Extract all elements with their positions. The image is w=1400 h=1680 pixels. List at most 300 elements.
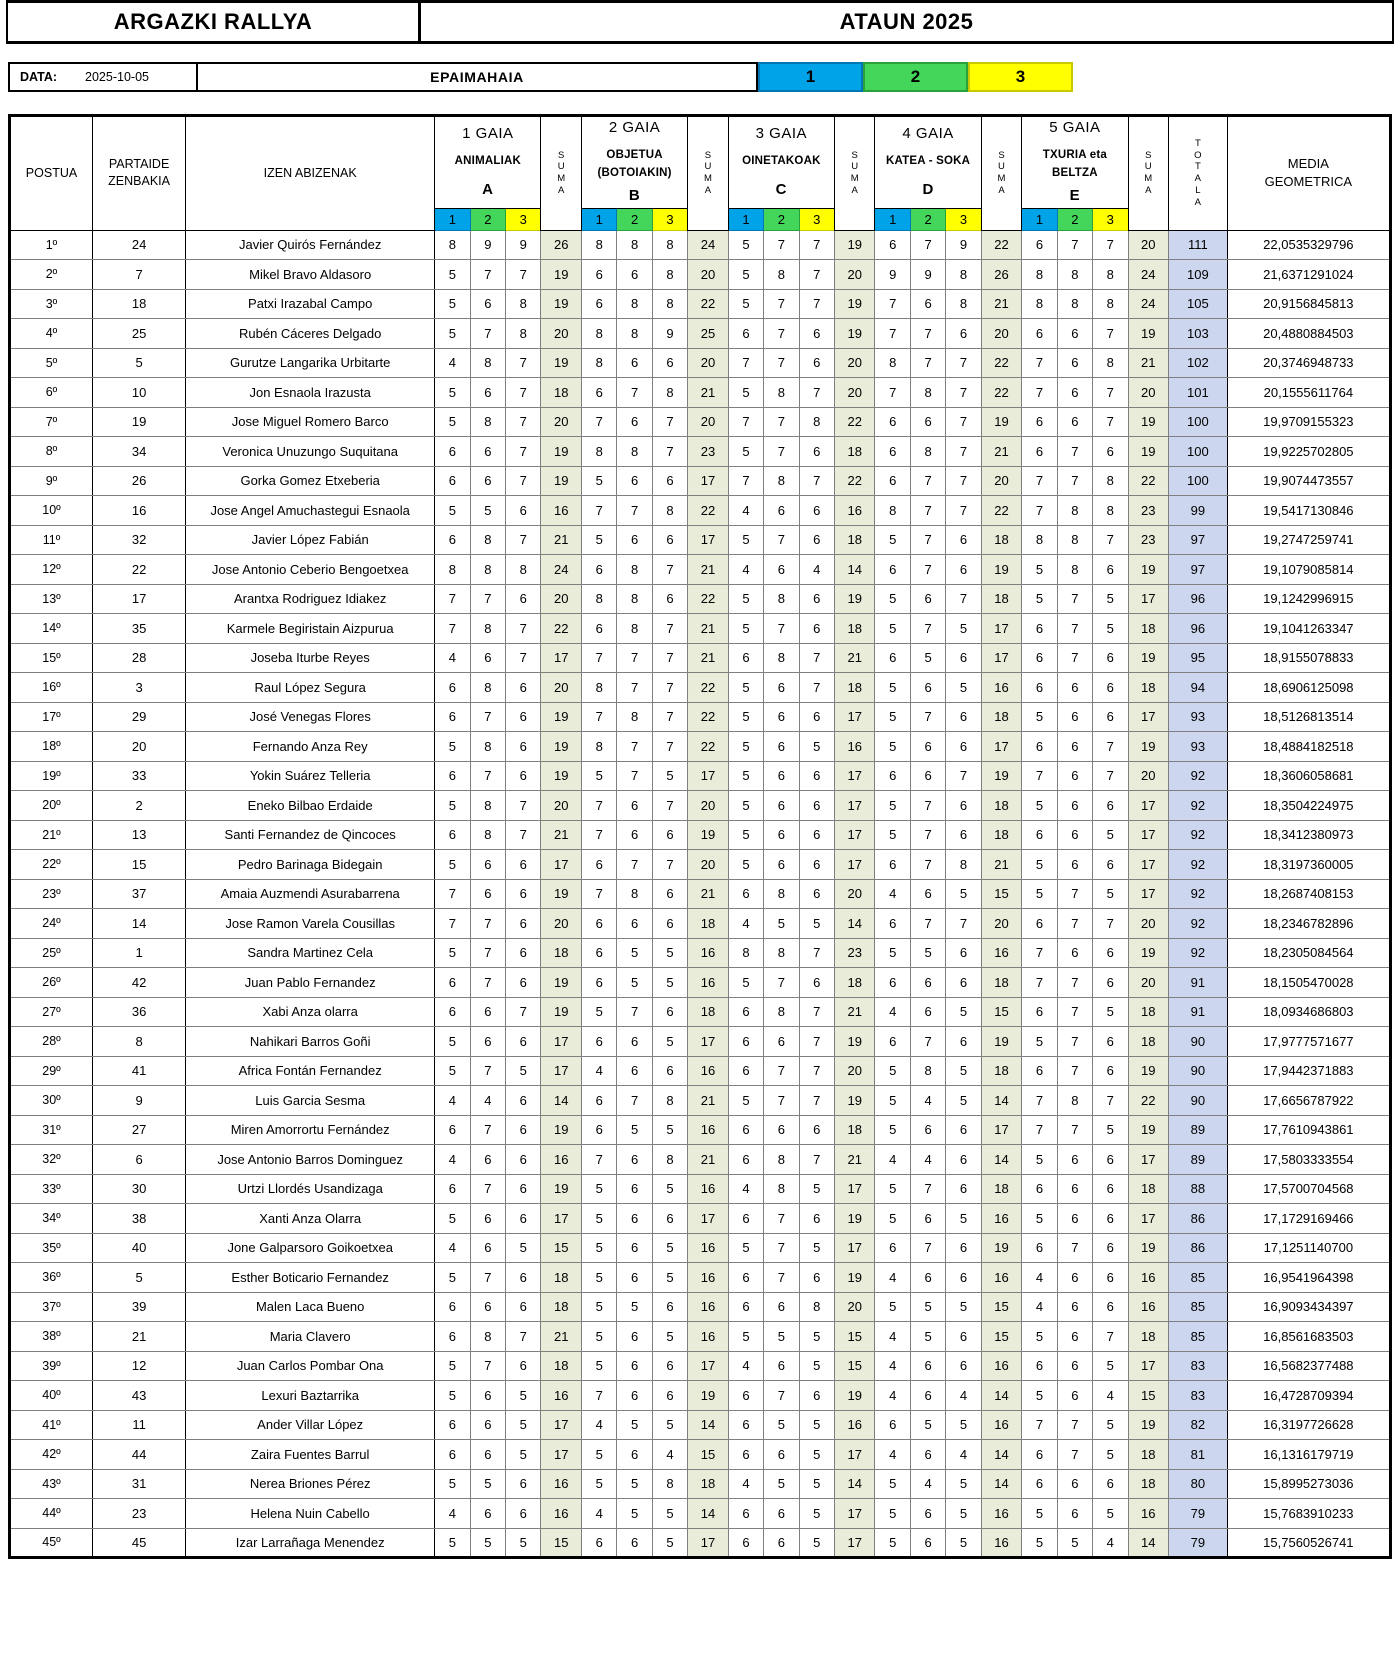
media-geometrica: 17,6656787922 [1227,1086,1390,1116]
suma-d: 22 [981,378,1021,408]
score-c-judge2: 8 [764,938,799,968]
score-e-judge3: 6 [1093,850,1128,880]
score-a-judge2: 7 [470,260,505,290]
score-b-judge2: 6 [617,1056,652,1086]
score-b-judge1: 5 [581,1469,616,1499]
suma-b: 21 [688,378,728,408]
table-row [10,289,1391,319]
score-e-judge3: 7 [1093,378,1128,408]
score-b-judge1: 5 [581,1174,616,1204]
score-b-judge1: 8 [581,319,616,349]
suma-e: 19 [1128,319,1168,349]
rank-position: 1º [10,230,93,260]
score-c-judge1: 5 [728,614,763,644]
suma-c: 15 [834,1351,874,1381]
score-b-judge2: 6 [617,1528,652,1558]
judge-col-c3: 3 [799,208,834,230]
score-b-judge2: 7 [617,643,652,673]
participant-number: 11 [93,1410,186,1440]
score-e-judge3: 6 [1093,1174,1128,1204]
suma-b: 15 [688,1440,728,1470]
suma-c: 16 [834,496,874,526]
score-c-judge1: 6 [728,1440,763,1470]
score-d-judge3: 7 [946,348,981,378]
score-c-judge2: 6 [764,555,799,585]
rank-position: 26º [10,968,93,998]
score-e-judge2: 7 [1057,909,1092,939]
score-d-judge1: 7 [875,319,910,349]
score-d-judge2: 6 [910,584,945,614]
score-a-judge3: 8 [506,289,541,319]
rank-position: 24º [10,909,93,939]
score-a-judge1: 6 [435,1322,470,1352]
score-c-judge3: 5 [799,1322,834,1352]
score-b-judge1: 8 [581,348,616,378]
suma-d: 18 [981,968,1021,998]
theme-3-number: 3 GAIA [755,125,808,143]
participant-number: 21 [93,1322,186,1352]
score-c-judge1: 6 [728,1292,763,1322]
table-row [10,1322,1391,1352]
score-a-judge1: 7 [435,614,470,644]
score-e-judge3: 6 [1093,791,1128,821]
score-b-judge3: 5 [652,761,687,791]
score-b-judge1: 7 [581,407,616,437]
score-d-judge3: 5 [946,1469,981,1499]
score-e-judge2: 7 [1057,643,1092,673]
suma-e: 19 [1128,732,1168,762]
total-score: 90 [1168,1056,1227,1086]
score-e-judge1: 8 [1022,525,1057,555]
score-b-judge1: 4 [581,1056,616,1086]
score-c-judge3: 5 [799,1351,834,1381]
media-geometrica: 19,1079085814 [1227,555,1390,585]
participant-name: Javier Quirós Fernández [186,230,435,260]
rank-position: 17º [10,702,93,732]
score-c-judge1: 6 [728,1263,763,1293]
suma-a: 19 [541,289,581,319]
participant-number: 17 [93,584,186,614]
score-a-judge3: 7 [506,997,541,1027]
score-c-judge1: 6 [728,1410,763,1440]
score-e-judge1: 6 [1022,643,1057,673]
suma-d: 16 [981,1263,1021,1293]
score-b-judge2: 8 [617,702,652,732]
media-geometrica: 17,9442371883 [1227,1056,1390,1086]
participant-name: Gorka Gomez Etxeberia [186,466,435,496]
suma-d: 14 [981,1086,1021,1116]
score-c-judge2: 7 [764,1086,799,1116]
rank-position: 7º [10,407,93,437]
score-b-judge3: 7 [652,791,687,821]
suma-d: 16 [981,1351,1021,1381]
score-e-judge2: 7 [1057,1410,1092,1440]
score-a-judge2: 7 [470,702,505,732]
suma-b: 19 [688,820,728,850]
participant-number: 19 [93,407,186,437]
score-d-judge2: 7 [910,348,945,378]
score-e-judge3: 6 [1093,1204,1128,1234]
score-e-judge2: 6 [1057,378,1092,408]
table-row [10,643,1391,673]
score-c-judge1: 5 [728,289,763,319]
score-c-judge2: 6 [764,702,799,732]
suma-c: 18 [834,437,874,467]
table-row [10,732,1391,762]
score-e-judge3: 5 [1093,1499,1128,1529]
suma-b: 17 [688,1351,728,1381]
table-row [10,1469,1391,1499]
score-e-judge1: 6 [1022,1174,1057,1204]
participant-number: 38 [93,1204,186,1234]
table-row [10,673,1391,703]
score-b-judge3: 7 [652,555,687,585]
participant-number: 39 [93,1292,186,1322]
score-d-judge1: 5 [875,584,910,614]
suma-b: 20 [688,407,728,437]
score-e-judge1: 7 [1022,968,1057,998]
score-a-judge3: 6 [506,909,541,939]
suma-a: 14 [541,1086,581,1116]
rank-position: 34º [10,1204,93,1234]
participant-number: 42 [93,968,186,998]
suma-c: 20 [834,879,874,909]
score-e-judge1: 5 [1022,879,1057,909]
participant-number: 20 [93,732,186,762]
rank-position: 5º [10,348,93,378]
score-e-judge1: 5 [1022,1145,1057,1175]
suma-c: 17 [834,820,874,850]
rank-position: 13º [10,584,93,614]
score-a-judge3: 9 [506,230,541,260]
suma-b: 16 [688,938,728,968]
score-c-judge3: 7 [799,997,834,1027]
score-d-judge3: 6 [946,643,981,673]
participant-number: 8 [93,1027,186,1057]
suma-a: 16 [541,1469,581,1499]
score-a-judge1: 6 [435,1440,470,1470]
score-d-judge1: 5 [875,673,910,703]
suma-e: 19 [1128,938,1168,968]
score-a-judge3: 5 [506,1381,541,1411]
suma-c: 19 [834,1263,874,1293]
score-d-judge1: 6 [875,1233,910,1263]
score-a-judge2: 4 [470,1086,505,1116]
rank-position: 29º [10,1056,93,1086]
score-d-judge2: 4 [910,1469,945,1499]
participant-name: Yokin Suárez Telleria [186,761,435,791]
score-c-judge3: 6 [799,319,834,349]
score-c-judge2: 7 [764,1204,799,1234]
score-b-judge3: 6 [652,348,687,378]
score-c-judge3: 6 [799,791,834,821]
rank-position: 36º [10,1263,93,1293]
suma-a: 20 [541,673,581,703]
judge-col-d2: 2 [910,208,945,230]
score-a-judge2: 6 [470,289,505,319]
suma-d: 22 [981,348,1021,378]
score-c-judge2: 8 [764,997,799,1027]
suma-c: 23 [834,938,874,968]
rank-position: 6º [10,378,93,408]
score-d-judge3: 8 [946,850,981,880]
score-e-judge3: 5 [1093,1440,1128,1470]
total-score: 95 [1168,643,1227,673]
rank-position: 40º [10,1381,93,1411]
total-score: 96 [1168,584,1227,614]
score-c-judge2: 5 [764,909,799,939]
score-e-judge1: 6 [1022,997,1057,1027]
score-e-judge1: 6 [1022,673,1057,703]
score-c-judge1: 6 [728,1115,763,1145]
media-geometrica: 19,2747259741 [1227,525,1390,555]
table-row [10,466,1391,496]
media-geometrica: 17,1729169466 [1227,1204,1390,1234]
score-d-judge3: 7 [946,437,981,467]
suma-a: 20 [541,319,581,349]
score-d-judge1: 4 [875,1440,910,1470]
score-b-judge3: 7 [652,673,687,703]
score-b-judge1: 6 [581,1115,616,1145]
suma-d: 20 [981,319,1021,349]
score-b-judge3: 7 [652,643,687,673]
table-row [10,1056,1391,1086]
score-c-judge2: 6 [764,850,799,880]
suma-a: 17 [541,1027,581,1057]
participant-number: 35 [93,614,186,644]
suma-header-5: S U M A [1128,116,1168,231]
score-b-judge3: 7 [652,437,687,467]
participant-number: 37 [93,879,186,909]
participant-name: Amaia Auzmendi Asurabarrena [186,879,435,909]
rank-position: 22º [10,850,93,880]
score-c-judge2: 7 [764,437,799,467]
score-c-judge1: 5 [728,260,763,290]
score-e-judge1: 5 [1022,1027,1057,1057]
participant-number: 28 [93,643,186,673]
suma-b: 22 [688,289,728,319]
score-b-judge2: 5 [617,1499,652,1529]
col-header-totala: T O T A L A [1168,116,1227,231]
suma-a: 18 [541,1292,581,1322]
suma-d: 19 [981,407,1021,437]
score-b-judge2: 6 [617,525,652,555]
suma-b: 23 [688,437,728,467]
score-e-judge3: 6 [1093,1292,1128,1322]
theme-2-letter: B [628,187,641,204]
score-c-judge1: 5 [728,850,763,880]
score-e-judge2: 6 [1057,1204,1092,1234]
suma-e: 16 [1128,1292,1168,1322]
media-geometrica: 18,6906125098 [1227,673,1390,703]
media-geometrica: 19,9225702805 [1227,437,1390,467]
score-a-judge1: 5 [435,378,470,408]
score-a-judge1: 6 [435,968,470,998]
judge-col-e1: 1 [1022,208,1057,230]
score-b-judge1: 5 [581,525,616,555]
score-b-judge2: 6 [617,407,652,437]
rank-position: 41º [10,1410,93,1440]
score-a-judge3: 6 [506,1351,541,1381]
score-d-judge1: 6 [875,555,910,585]
score-a-judge1: 5 [435,850,470,880]
score-e-judge3: 7 [1093,761,1128,791]
score-c-judge3: 6 [799,820,834,850]
score-d-judge3: 5 [946,1410,981,1440]
score-c-judge1: 5 [728,1322,763,1352]
participant-name: Eneko Bilbao Erdaide [186,791,435,821]
score-a-judge1: 6 [435,1410,470,1440]
col-header-media-geometrica [1227,116,1390,231]
suma-e: 20 [1128,378,1168,408]
score-c-judge1: 6 [728,879,763,909]
total-score: 86 [1168,1204,1227,1234]
score-a-judge3: 5 [506,1056,541,1086]
score-e-judge3: 5 [1093,1351,1128,1381]
score-e-judge1: 7 [1022,378,1057,408]
score-b-judge1: 6 [581,850,616,880]
theme-5-name: TXURIA eta [1042,148,1107,161]
media-geometrica: 20,1555611764 [1227,378,1390,408]
score-c-judge3: 6 [799,702,834,732]
media-geometrica: 18,1505470028 [1227,968,1390,998]
score-e-judge3: 5 [1093,879,1128,909]
score-b-judge1: 6 [581,1528,616,1558]
score-e-judge2: 6 [1057,702,1092,732]
suma-c: 19 [834,584,874,614]
rank-position: 23º [10,879,93,909]
score-e-judge3: 5 [1093,1410,1128,1440]
rank-position: 20º [10,791,93,821]
score-c-judge1: 5 [728,525,763,555]
score-d-judge3: 5 [946,673,981,703]
score-e-judge1: 5 [1022,1499,1057,1529]
score-e-judge1: 5 [1022,555,1057,585]
score-a-judge2: 8 [470,791,505,821]
suma-b: 14 [688,1410,728,1440]
participant-number: 7 [93,260,186,290]
suma-c: 15 [834,1322,874,1352]
participant-number: 2 [93,791,186,821]
score-d-judge2: 6 [910,1204,945,1234]
score-c-judge3: 7 [799,1145,834,1175]
score-b-judge2: 7 [617,673,652,703]
suma-b: 21 [688,643,728,673]
score-a-judge2: 7 [470,1263,505,1293]
suma-c: 14 [834,555,874,585]
score-d-judge2: 7 [910,555,945,585]
score-e-judge1: 7 [1022,761,1057,791]
score-a-judge3: 7 [506,466,541,496]
score-b-judge2: 7 [617,378,652,408]
score-d-judge3: 5 [946,1292,981,1322]
suma-e: 19 [1128,437,1168,467]
suma-e: 16 [1128,1499,1168,1529]
score-c-judge2: 8 [764,643,799,673]
score-e-judge1: 4 [1022,1292,1057,1322]
score-c-judge3: 6 [799,496,834,526]
score-a-judge2: 6 [470,466,505,496]
score-d-judge1: 5 [875,1292,910,1322]
score-b-judge3: 8 [652,260,687,290]
suma-a: 19 [541,348,581,378]
suma-b: 17 [688,1528,728,1558]
score-d-judge2: 6 [910,879,945,909]
score-c-judge2: 7 [764,1263,799,1293]
score-a-judge1: 6 [435,702,470,732]
suma-c: 18 [834,614,874,644]
score-c-judge2: 5 [764,1322,799,1352]
score-a-judge3: 8 [506,555,541,585]
total-score: 100 [1168,437,1227,467]
suma-b: 21 [688,1086,728,1116]
partaide-line1: PARTAIDE [108,157,170,172]
score-a-judge1: 6 [435,761,470,791]
score-c-judge3: 7 [799,643,834,673]
score-a-judge2: 7 [470,1056,505,1086]
score-b-judge2: 6 [617,1233,652,1263]
score-e-judge2: 6 [1057,1292,1092,1322]
participant-number: 12 [93,1351,186,1381]
score-a-judge3: 6 [506,1086,541,1116]
suma-a: 18 [541,378,581,408]
suma-b: 16 [688,1056,728,1086]
participant-name: Gurutze Langarika Urbitarte [186,348,435,378]
score-c-judge1: 5 [728,732,763,762]
score-a-judge2: 8 [470,407,505,437]
participant-name: Xabi Anza olarra [186,997,435,1027]
rank-position: 2º [10,260,93,290]
score-c-judge3: 5 [799,1440,834,1470]
score-c-judge2: 6 [764,1115,799,1145]
score-a-judge3: 7 [506,348,541,378]
participant-number: 26 [93,466,186,496]
col-header-postua: POSTUA [10,116,93,231]
score-b-judge3: 5 [652,1499,687,1529]
table-row [10,614,1391,644]
score-c-judge3: 7 [799,673,834,703]
total-score: 102 [1168,348,1227,378]
score-b-judge2: 6 [617,909,652,939]
table-row [10,1233,1391,1263]
suma-a: 19 [541,1115,581,1145]
participant-name: Miren Amorrortu Fernández [186,1115,435,1145]
participant-number: 44 [93,1440,186,1470]
score-e-judge1: 6 [1022,1351,1057,1381]
score-d-judge3: 7 [946,496,981,526]
col-header-izen-abizenak: IZEN ABIZENAK [186,116,435,231]
score-b-judge3: 6 [652,466,687,496]
suma-c: 18 [834,525,874,555]
theme-5-number: 5 GAIA [1049,119,1101,136]
theme-3-name: OINETAKOAK [742,154,821,167]
suma-a: 16 [541,1499,581,1529]
participant-name: Jose Antonio Barros Dominguez [186,1145,435,1175]
participant-number: 5 [93,1263,186,1293]
score-a-judge3: 5 [506,1233,541,1263]
score-a-judge2: 8 [470,1322,505,1352]
score-c-judge3: 6 [799,850,834,880]
score-e-judge2: 7 [1057,997,1092,1027]
suma-a: 21 [541,1322,581,1352]
score-b-judge3: 5 [652,1263,687,1293]
score-e-judge2: 7 [1057,1115,1092,1145]
score-a-judge1: 4 [435,1145,470,1175]
theme-3-letter: C [775,180,788,198]
rank-position: 31º [10,1115,93,1145]
score-b-judge3: 7 [652,407,687,437]
score-d-judge1: 5 [875,614,910,644]
